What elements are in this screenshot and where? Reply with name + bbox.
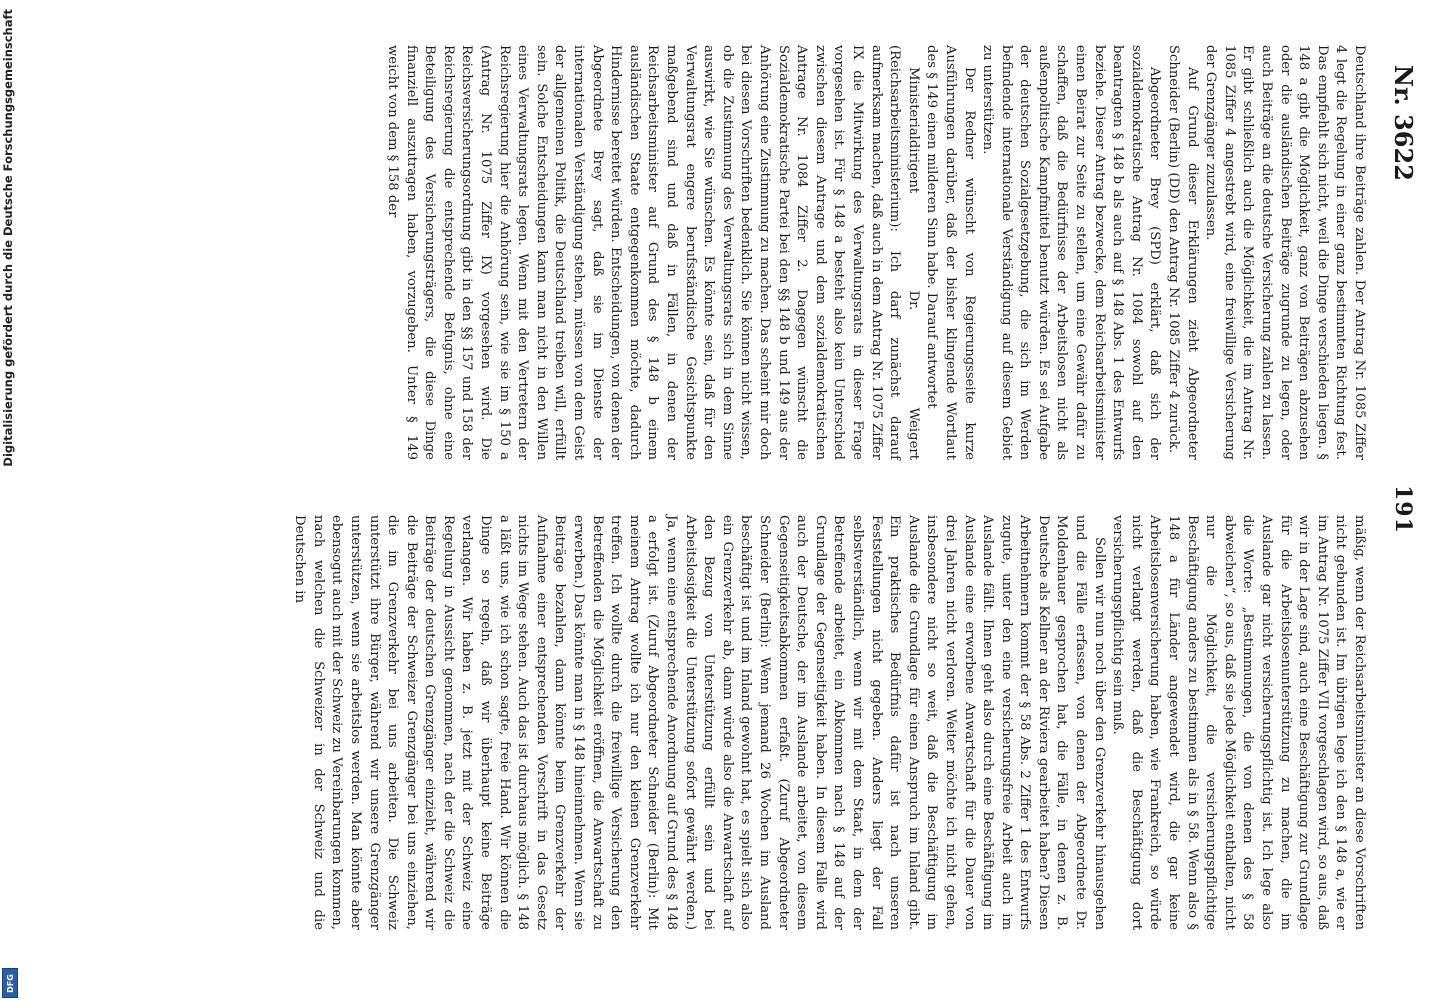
document-page xyxy=(150,25,1420,975)
paragraph: Der Redner wünscht von Regierungsseite kurze Ausführungen darüber, daß der bisher klingende Wortlaut des § 149 einen milderen Sinn habe. Darauf antwortet xyxy=(924,45,977,460)
left-column xyxy=(290,515,1368,930)
paragraph: Sollen wir nun noch über den Grenzverkehr hinausgehen und die Fälle erfassen, von denen der Abgeordnete Dr. Moldenhauer gesprochen hat, die Fälle, in denen z. B. Deutsche als Kellner an der Riviera gearbeitet haben? Diesen Arbeitnehmern kommt der § 58 Abs. 2 Ziffer 1 des Entwurfs zugute, unter den eine versicherungsfreie Arbeit auch im Auslande fällt. Ihnen geht also durch eine Beschäftigung im Auslande eine erworbene Anwartschaft für die Dauer von drei Jahren nicht verloren. Weiter möchte ich nicht gehen, insbesondere nicht so weit, daß die Beschäftigung im Auslande die Grundlage für einen Anspruch im Inland gibt. Ein praktisches Bedürfnis dafür ist nach unseren Feststellungen nicht gegeben. Anders liegt der Fall selbstverständlich, wenn wir mit dem Staat, in dem der Betreffende arbeitet, ein Abkommen nach § 148 auf der Grundlage der Gegenseitigkeit haben. In diesem Falle wird auch der Deutsche, der im Auslande arbeitet, von diesem Gegenseitigkeitsabkommen erfaßt. (Zuruf Abgeordneter Schneider (Berlin): Wenn jemand 26 Wochen im Ausland beschäftigt ist und im Inland gewohnt hat, es spielt sich also ein Grenzverkehr ab, dann würde also die Anwartschaft auf den Bezug von Unterstützung erfüllt sein und bei Arbeitslosigkeit die Unterstützung sofort gewährt werden.) Ja, wenn eine entsprechende Anordnung auf Grund des § 148 a erfolgt ist. (Zuruf Abgeordneter Schneider (Berlin): Mit meinem Antrag wollte ich nur den kleinen Grenzverkehr treffen. Ich wollte durch die freiwillige Versicherung den Betreffenden die Möglichkeit eröffnen, die Anwartschaft zu erwerben.) Das könnte man in § 148 hineinnehmen. Wenn sie Beiträge bezahlen, dann könnte beim Grenzverkehr der Aufnahme einer entsprechenden Vorschrift in das Gesetz nichts im Wege stehen. Auch das ist durchaus möglich. § 148 a läßt uns, wie ich schon sagte, freie Hand. Wir können die Dinge so regeln, daß wir überhaupt keine Beiträge verlangen. Wir haben z. B. jetzt mit der Schweiz eine Regelung in Aussicht genommen, nach der die Schweiz die Beiträge der deutschen Grenzgänger einzieht, während wir die Beiträge der Schweizer Grenzgänger bei uns einziehen, die im Grenzverkehr bei uns arbeiten. Die Schweiz unterstützt ihre Bürger, während wir unsere Grenzgänger unterstützen, wenn sie arbeitslos werden. Man könnte aber ebensogut auch mit der Schweiz zu Vereinbarungen kommen, nach welchen die Schweizer in der Schweiz und die Deutschen in xyxy=(292,515,1107,930)
page-number: 191 xyxy=(1390,485,1416,534)
dfg-logo: DFG xyxy=(2,968,18,998)
paragraph: Ministerialdirigent Dr. Weigert (Reichsarbeitsministerium): Ich darf zunächst darauf aufmerksam machen, daß auch in dem Antrag Nr. 1075 Ziffer IX die Mitwirkung des Verwaltungsrats in dieser Frage vorgesehen ist. Für § 148 a besteht also kein Unterschied zwischen diesem Antrage und dem sozialdemokratischen Antrage Nr. 1084 Ziffer 2. Dagegen wünscht die Sozialdemokratische Partei bei den §§ 148 b und 149 aus der Anhörung eine Zustimmung zu machen. Das scheint mir doch bei diesen Vorschriften bedenklich. Sie können nicht wissen, ob die Zustimmung des Verwaltungsrats sich in dem Sinne auswirkt, wie Sie wünschen. Es könnte sein, daß für den Verwaltungsrat engere berufsständische Gesichtspunkte maßgebend sind und daß in Fällen, in denen der Reichsarbeitsminister auf Grund des § 148 b einem ausländischen Staate entgegenkommen möchte, dadurch Hindernisse bereitet würden. Entscheidungen, von denen der Abgeordnete Brey sagt, daß sie im Dienste der internationalen Verständigung stehen, müssen von dem Geist der allgemeinen Politik, die Deutschland treiben will, erfüllt sein. Solche Entscheidungen kann man nicht in den Willen eines Verwaltungsrats legen. Wenn mit den Vertretern der Reichsregierung hier die Anhörung sein, wie sie im § 150 a (Antrag Nr. 1075 Ziffer IX) vorgesehen wird. Die Reichsversicherungsordnung gibt in den §§ 157 und 158 der Reichsregierung die entsprechende Befugnis, ohne eine Beteiligung des Versicherungsträgers, die diese Dinge finanziell auszutragen haben, vorzugeben. Unter § 149 weicht von dem § 158 der xyxy=(385,45,921,460)
scanned-page xyxy=(136,0,1434,1000)
document-number: Nr. 3622 xyxy=(1389,65,1418,181)
right-column xyxy=(383,45,1368,460)
digitization-footer xyxy=(0,0,20,1000)
paragraph: Auf Grund dieser Erklärungen zieht Abgeordneter Schneider (Berlin) (DD) den Antrag Nr. 1085 Ziffer 4 zurück. xyxy=(1166,45,1200,460)
funding-notice: Digitalisierung gefördert durch die Deutsche Forschungsgemeinschaft xyxy=(1,9,15,467)
paragraph: Deutschland ihre Beiträge zahlen. Der Antrag Nr. 1085 Ziffer 4 legt die Regelung in einer ganz bestimmten Richtung fest. Das empfiehlt sich nicht, weil die Dinge verschieden liegen. § 148 a gibt die Möglichkeit, ganz von Beiträgen abzusehen oder die ausländischen Beiträge zugrunde zu legen, oder auch Beiträge an die deutsche Versicherung zahlen zu lassen. Er gibt schließlich auch die Möglichkeit, die im Antrag Nr. 1085 Ziffer 4 angestrebt wird, eine freiwillige Versicherung der Grenzgänger zuzulassen. xyxy=(1203,45,1367,460)
paragraph: Abgeordneter Brey (SPD) erklärt, daß sich der sozialdemokratische Antrag Nr. 1084 sowohl auf den beantragten § 148 b als auch auf § 148 Abs. 1 des Entwurfs beziehe. Dieser Antrag bezwecke, dem Reichsarbeitsminister einen Beirat zur Seite zu stellen, um eine Gewähr dafür zu schaffen, daß die Bedürfnisse der Arbeitslosen nicht als außenpolitische Kampfmittel benutzt würden. Es sei Aufgabe der deutschen Sozialgesetzgebung, die sich im Werden befindende internationale Verständigung auf diesem Gebiet zu unterstützen. xyxy=(980,45,1163,460)
paragraph: mäßig, wenn der Reichsarbeitsminister an diese Vorschriften nicht gebunden ist. Im übrigen lege ich den § 148 a, wie er im Antrag Nr. 1075 Ziffer VII vorgeschlagen wird, so aus, daß wir in der Lage sind, auch eine Beschäftigung zur Grundlage für die Arbeitslosenunterstützung zu machen, die im Auslande gar nicht versicherungspflichtig ist. Ich lege also die Worte: „Bestimmungen, die von denen des § 58 abweichen“, so aus, daß sie jede Möglichkeit enthalten, nicht nur die Möglichkeit, die versicherungspflichtige Beschäftigung anders zu bestimmen als in § 58. Wenn also § 148 a für Länder angewendet wird, die gar keine Arbeitslosenversicherung haben, wie Frankreich, so würde nicht verlangt werden, daß die Beschäftigung dort versicherungspflichtig sein muß. xyxy=(1110,515,1367,930)
